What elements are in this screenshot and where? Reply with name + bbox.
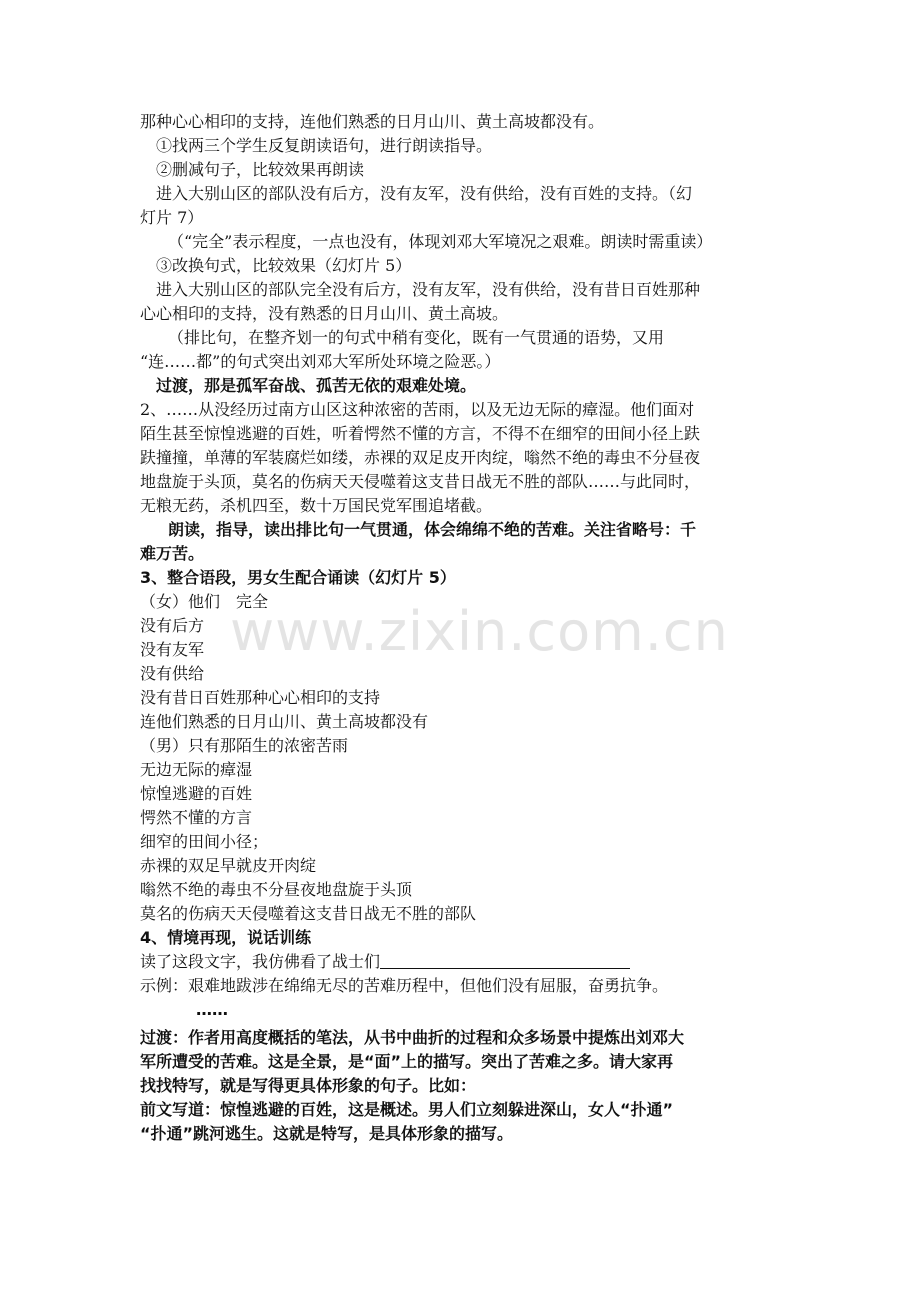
verse-line: 没有昔日百姓那种心心相印的支持 (140, 688, 381, 707)
document-body (140, 110, 790, 1146)
watermark: www.zixin.com.cn (230, 600, 729, 663)
ellipsis-line: …… (196, 1000, 228, 1019)
text-line: 无粮无药，杀机四至，数十万国民党军围追堵截。 (140, 496, 493, 515)
transition-line: 找找特写，就是写得更具体形象的句子。比如： (140, 1076, 477, 1095)
example-line: 示例：艰难地跋涉在绵绵无尽的苦难历程中，但他们没有屈服，奋勇抗争。 (140, 976, 669, 995)
text-line: 灯片 7） (140, 208, 204, 227)
section-heading: 4、情境再现，说话训练 (140, 928, 312, 947)
verse-line: （男）只有那陌生的浓密苦雨 (140, 736, 349, 755)
verse-line: 愕然不懂的方言 (140, 808, 253, 827)
verse-line: 赤裸的双足早就皮开肉绽 (140, 856, 317, 875)
verse-line: 惊惶逃避的百姓 (140, 784, 253, 803)
prompt-line (140, 950, 790, 974)
transition-line: 过渡，那是孤军奋战、孤苦无依的艰难处境。 (156, 376, 477, 395)
text-line: 地盘旋于头顶，莫名的伤病天天侵噬着这支昔日战无不胜的部队……与此同时， (140, 472, 701, 491)
step-line: ②删减句子，比较效果再朗读 (156, 160, 365, 179)
note-line: “连……都”的句式突出刘邓大军所处环境之险恶。） (140, 352, 501, 371)
verse-line: 没有后方 (140, 616, 205, 635)
transition-line: 过渡：作者用高度概括的笔法，从书中曲折的过程和众多场景中提炼出刘邓大 (140, 1028, 685, 1047)
step-line: ①找两三个学生反复朗读语句，进行朗读指导。 (156, 136, 493, 155)
transition-line: 军所遭受的苦难。这是全景，是“面”上的描写。突出了苦难之多。请大家再 (140, 1052, 674, 1071)
instruction-line: 难万苦。 (140, 544, 205, 563)
instruction-line: 朗读，指导，读出排比句一气贯通，体会绵绵不绝的苦难。关注省略号：千 (168, 520, 697, 539)
verse-line: 嗡然不绝的毒虫不分昼夜地盘旋于头顶 (140, 880, 413, 899)
text-line: 2、……从没经历过南方山区这种浓密的苦雨，以及无边无际的瘴湿。他们面对 (140, 400, 695, 419)
text-line: 那种心心相印的支持，连他们熟悉的日月山川、黄土高坡都没有。 (140, 112, 605, 131)
note-line: （“完全”表示程度，一点也没有，体现刘邓大军境况之艰难。朗读时需重读） (168, 232, 713, 251)
note-line: （排比句，在整齐划一的句式中稍有变化，既有一气贯通的语势，又用 (168, 328, 665, 347)
verse-line: 无边无际的瘴湿 (140, 760, 253, 779)
verse-line: 莫名的伤病天天侵噬着这支昔日战无不胜的部队 (140, 904, 477, 923)
section-heading: 3、整合语段，男女生配合诵读（幻灯片 5） (140, 568, 456, 587)
transition-line: “扑通”跳河逃生。这就是特写，是具体形象的描写。 (140, 1124, 514, 1143)
verse-line: 没有友军 (140, 640, 205, 659)
verse-line: 细窄的田间小径； (140, 832, 269, 851)
text-line: 进入大别山区的部队完全没有后方，没有友军，没有供给，没有昔日百姓那种 (156, 280, 701, 299)
step-line: ③改换句式，比较效果（幻灯片 5） (156, 256, 412, 275)
verse-line: 连他们熟悉的日月山川、黄土高坡都没有 (140, 712, 429, 731)
transition-line: 前文写道：惊惶逃避的百姓，这是概述。男人们立刻躲进深山，女人“扑通” (140, 1100, 674, 1119)
prompt-text: 读了这段文字，我仿佛看了战士们 (140, 952, 381, 971)
text-line: 趺撞撞，单薄的军装腐烂如缕，赤裸的双足皮开肉绽，嗡然不绝的毒虫不分昼夜 (140, 448, 701, 467)
verse-line: 没有供给 (140, 664, 205, 683)
text-line: 进入大别山区的部队没有后方，没有友军，没有供给，没有百姓的支持。（幻 (156, 184, 693, 203)
verse-line: （女）他们 完全 (140, 592, 269, 611)
text-line: 心心相印的支持，没有熟悉的日月山川、黄土高坡。 (140, 304, 509, 323)
answer-blank (380, 952, 630, 969)
text-line: 陌生甚至惊惶逃避的百姓，听着愕然不懂的方言，不得不在细窄的田间小径上趺 (140, 424, 701, 443)
